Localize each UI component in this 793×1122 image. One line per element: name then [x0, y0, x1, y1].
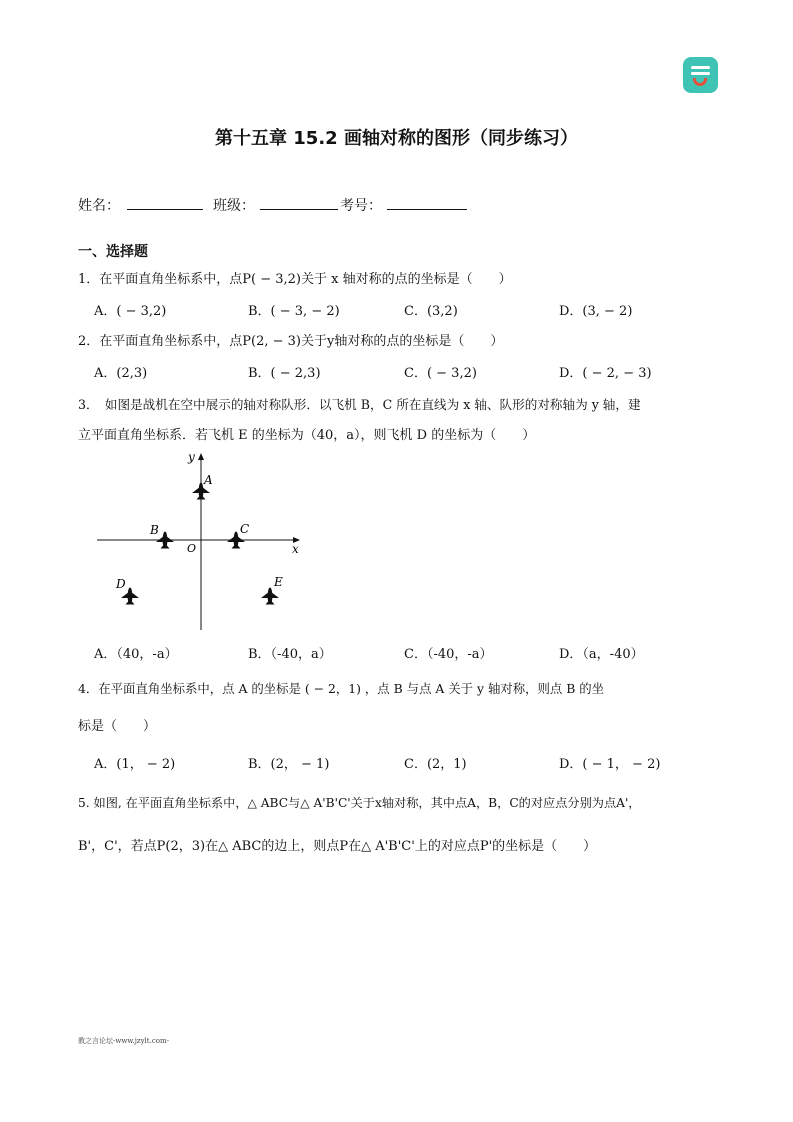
exam-no-label: 考号： — [340, 198, 382, 214]
plane-label-d: D — [116, 577, 126, 591]
q1-option-b: B．( − 3, − 2) — [248, 304, 340, 319]
question-2: 2．在平面直角坐标系中，点P(2, − 3)关于y轴对称的点的坐标是（ ） — [78, 334, 504, 349]
origin-label: O — [187, 542, 197, 555]
q2-option-b: B．( − 2,3) — [248, 366, 321, 381]
question-1: 1．在平面直角坐标系中，点P( − 3,2)关于 x 轴对称的点的坐标是（ ） — [78, 272, 512, 287]
page-title: 第十五章 15.2 画轴对称的图形（同步练习） — [215, 128, 578, 149]
class-label: 班级： — [213, 198, 255, 214]
question-5-line-1: 5. 如图, 在平面直角坐标系中，△ ABC与△ A'B'C'关于x轴对称，其中点A，B，C的对应点分别为点A'， — [78, 796, 641, 810]
y-axis-label: y — [188, 450, 195, 464]
q4-option-d: D．( − 1， − 2) — [559, 757, 661, 772]
q4-option-a: A．(1， − 2) — [94, 757, 176, 772]
exam-no-blank — [387, 195, 467, 212]
plane-label-e: E — [274, 575, 283, 589]
q3-option-b: B．（-40，a） — [248, 647, 332, 662]
q3-option-a: A．（40，-a） — [94, 647, 178, 662]
question-4-line-1: 4．在平面直角坐标系中，点 A 的坐标是 ( − 2，1) ，点 B 与点 A 关于 y 轴对称，则点 B 的坐 — [78, 681, 605, 696]
plane-e-icon — [261, 588, 279, 605]
plane-label-b: B — [150, 523, 159, 537]
section-title: 一、选择题 — [78, 244, 148, 260]
q1-option-c: C．(3,2) — [404, 304, 458, 319]
coordinate-figure — [88, 446, 308, 632]
name-label: 姓名： — [78, 198, 120, 214]
q4-option-b: B．(2， − 1) — [248, 757, 330, 772]
footer-text: 教之言论坛-www.jzylt.com- — [78, 1037, 169, 1045]
q3-option-c: C．（-40，-a） — [404, 647, 493, 662]
question-3-line-1: 3． 如图是战机在空中展示的轴对称队形．以飞机 B，C 所在直线为 x 轴、队形的对称轴为 y 轴，建 — [78, 397, 641, 412]
q2-option-d: D．( − 2, − 3) — [559, 366, 652, 381]
logo-icon — [683, 57, 718, 93]
q4-option-c: C．(2，1) — [404, 757, 467, 772]
class-blank — [260, 195, 338, 212]
q1-option-d: D．(3, − 2) — [559, 304, 633, 319]
question-3-line-2: 立平面直角坐标系．若飞机 E 的坐标为（40，a），则飞机 D 的坐标为（ ） — [78, 428, 536, 443]
q1-option-a: A．( − 3,2) — [94, 304, 167, 319]
y-axis-arrow-icon — [198, 453, 204, 460]
q3-option-d: D．（a，-40） — [559, 647, 644, 662]
x-axis-label: x — [292, 542, 299, 556]
question-5-line-2: B'，C'，若点P(2，3)在△ ABC的边上，则点P在△ A'B'C'上的对应点P'的坐标是（ ） — [78, 839, 597, 854]
name-blank — [127, 195, 203, 212]
q2-option-a: A．(2,3) — [94, 366, 148, 381]
plane-label-c: C — [240, 522, 250, 536]
plane-label-a: A — [204, 473, 213, 487]
q2-option-c: C．( − 3,2) — [404, 366, 477, 381]
question-4-line-2: 标是（ ） — [78, 719, 157, 734]
